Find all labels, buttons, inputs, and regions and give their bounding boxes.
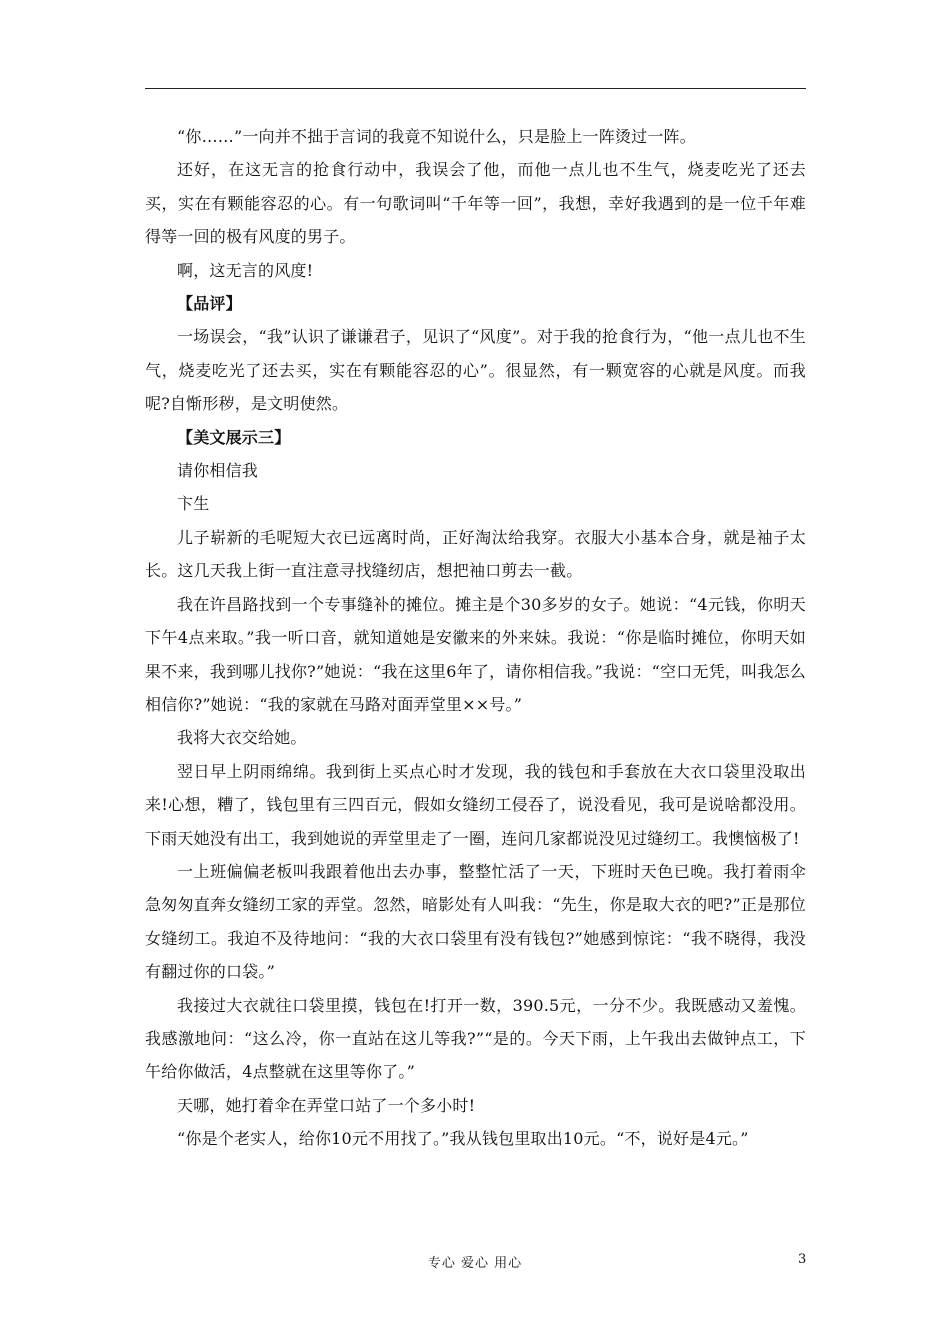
paragraph: “你是个老实人，给你10元不用找了。”我从钱包里取出10元。“不，说好是4元。” [177,1129,749,1149]
paragraph: 一上班偏偏老板叫我跟着他出去办事，整整忙活了一天，下班时天色已晚。我打着雨伞急匆匆直奔女缝纫工家的弄堂。忽然，暗影处有人叫我：“先生，你是取大衣的吧?”正是那位女缝纫工。我迫不及待地问：“我的大衣口袋里有没有钱包?”她感到惊诧：“我不晓得，我没有翻过你的口袋。” [145,861,806,982]
paragraph: 我将大衣交给她。 [177,728,307,748]
paragraph: 啊，这无言的风度! [177,260,314,280]
paragraph: 儿子崭新的毛呢短大衣已远离时尚，正好淘汰给我穿。衣服大小基本合身，就是袖子太长。这几天我上街一直注意寻找缝纫店，想把袖口剪去一截。 [145,527,806,581]
paragraph: 天哪，她打着伞在弄堂口站了一个多小时! [177,1095,476,1115]
section-heading-review: 【品评】 [177,294,242,314]
section-heading-essay-three: 【美文展示三】 [177,427,291,447]
essay-title: 请你相信我 [177,461,259,481]
essay-author: 卞生 [177,494,210,514]
paragraph: 翌日早上阴雨绵绵。我到街上买点心时才发现，我的钱包和手套放在大衣口袋里没取出来!心想，糟了，钱包里有三四百元，假如女缝纫工侵吞了，说没看见，我可是说啥都没用。下雨天她没有出工，我到她说的弄堂里走了一圈，连问几家都说没见过缝纫工。我懊恼极了! [145,761,806,848]
paragraph: 一场误会，“我”认识了谦谦君子，见识了“风度”。对于我的抢食行为，“他一点儿也不生气，烧麦吃光了还去买，实在有颗能容忍的心”。很显然，有一颗宽容的心就是风度。而我呢?自惭形秽，是文明使然。 [145,327,806,414]
paragraph: “你……”一向并不拙于言词的我竟不知说什么，只是脸上一阵烫过一阵。 [177,127,696,146]
page-number: 3 [798,1252,807,1267]
footer-motto: 专心 爱心 用心 [427,1256,523,1271]
header-rule [145,88,806,89]
page-footer [0,1252,950,1276]
paragraph: 我接过大衣就往口袋里摸，钱包在!打开一数，390.5元，一分不少。我既感动又羞愧。我感激地问：“这么冷，你一直站在这儿等我?”“是的。今天下雨，上午我出去做钟点工，下午给你做活，4点整就在这里等你了。” [145,995,806,1082]
paragraph: 我在许昌路找到一个专事缝补的摊位。摊主是个30多岁的女子。她说：“4元钱，你明天下午4点来取。”我一听口音，就知道她是安徽来的外来妹。我说：“你是临时摊位，你明天如果不来，我到哪儿找你?”她说：“我在这里6年了，请你相信我。”我说：“空口无凭，叫我怎么相信你?”她说：“我的家就在马路对面弄堂里××号。” [145,594,806,714]
document-body [145,120,806,1156]
paragraph: 还好，在这无言的抢食行动中，我误会了他，而他一点儿也不生气，烧麦吃光了还去买，实在有颗能容忍的心。有一句歌词叫“千年等一回”，我想，幸好我遇到的是一位千年难得等一回的极有风度的男子。 [145,160,806,247]
